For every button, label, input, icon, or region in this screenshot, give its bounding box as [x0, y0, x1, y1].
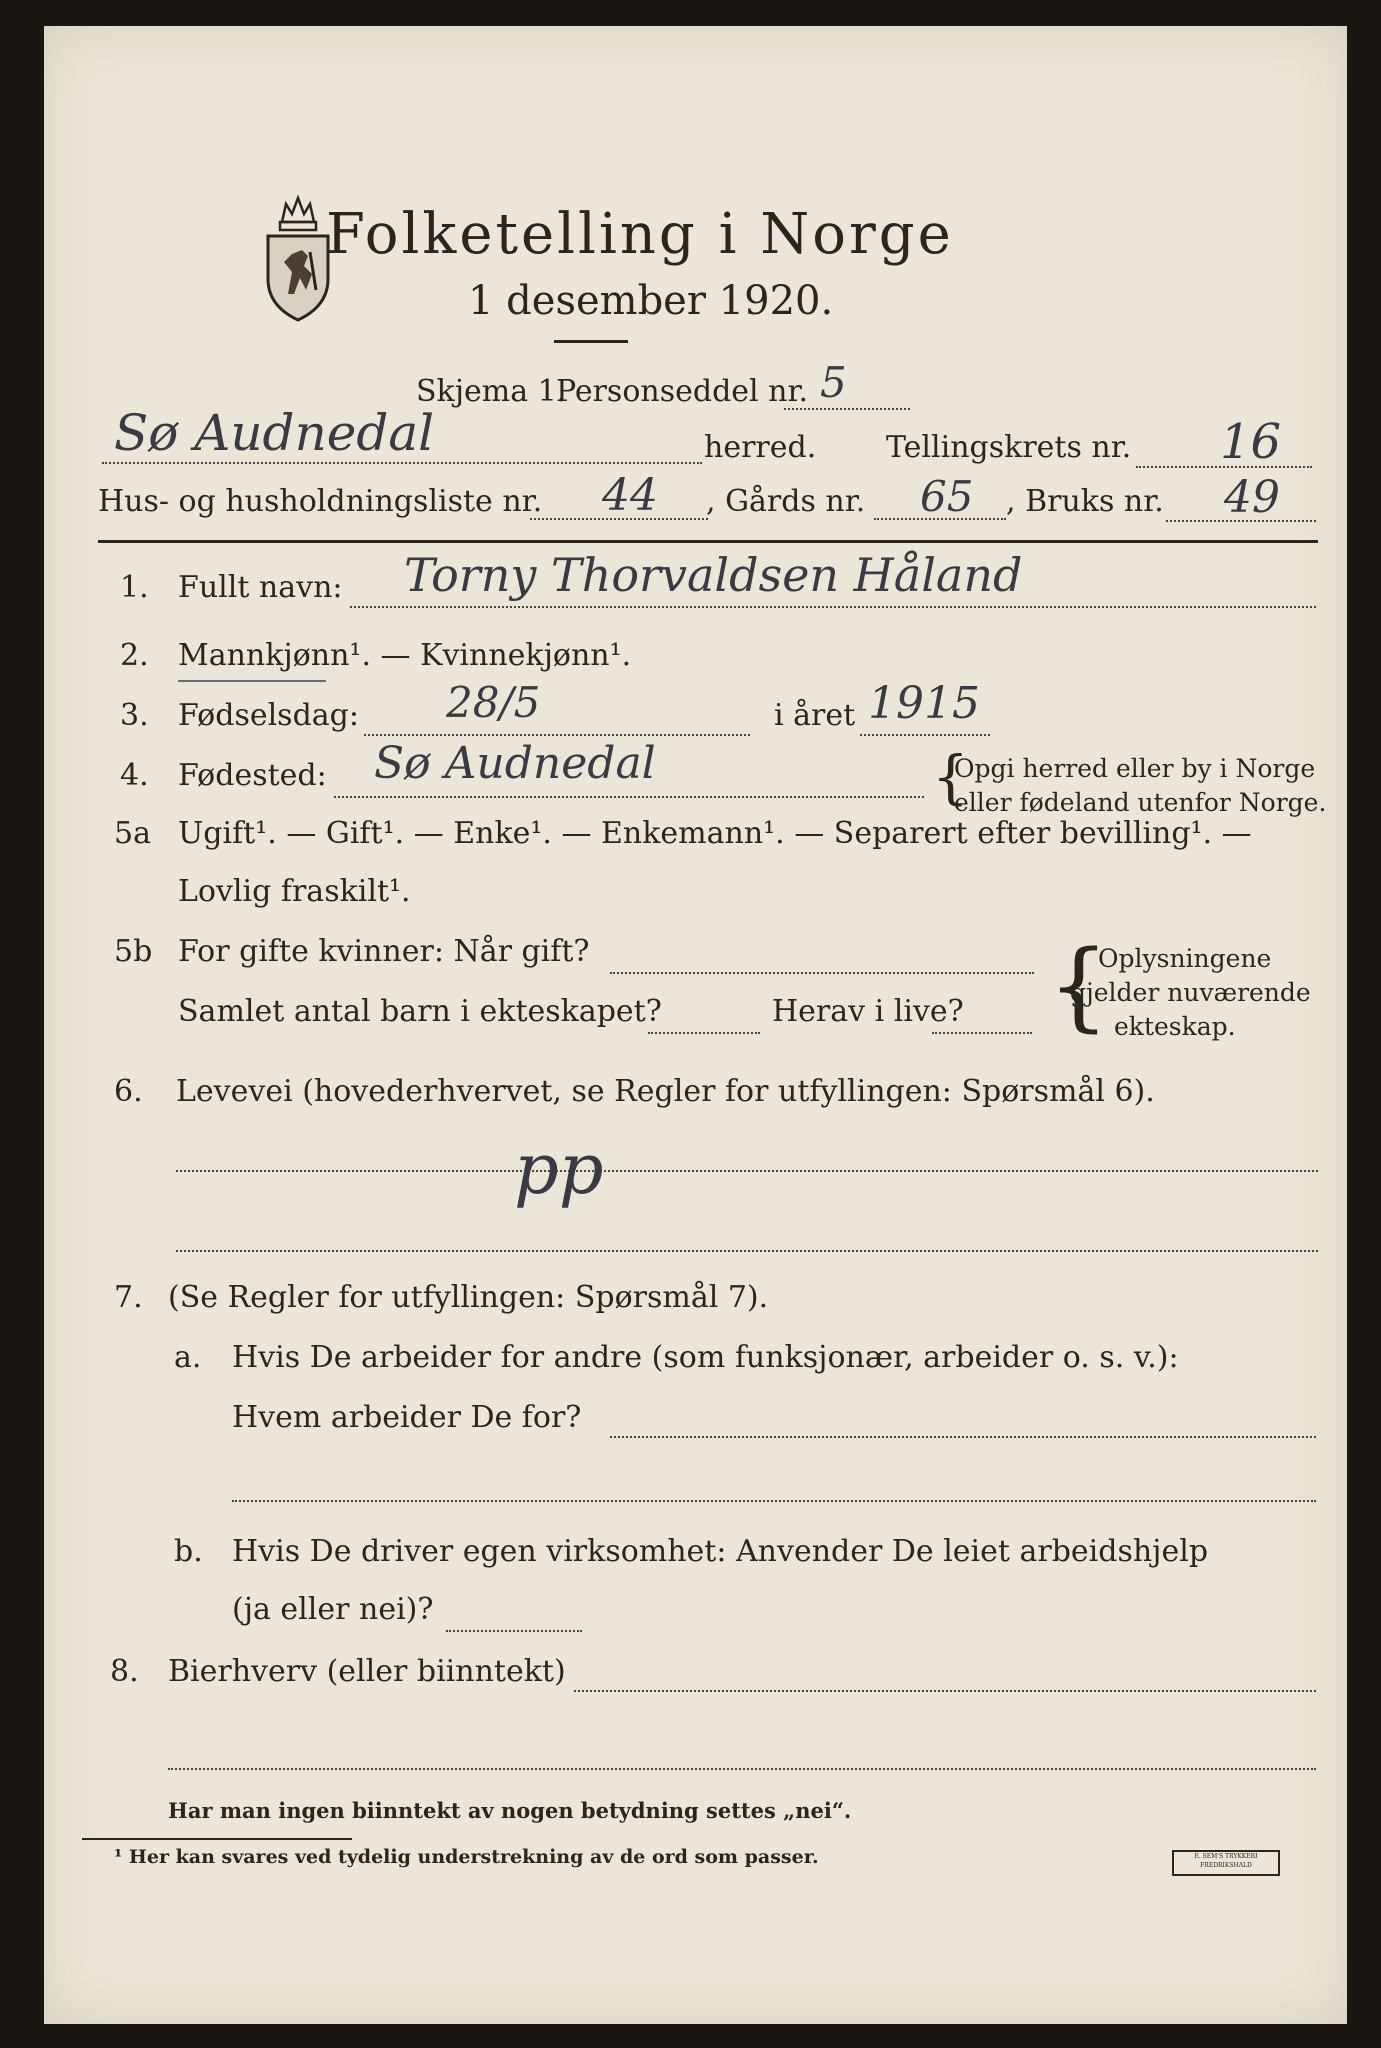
q8-label: Bierhverv (eller biinntekt)	[168, 1654, 566, 1689]
herred-value: Sø Audnedal	[114, 404, 435, 462]
printer-stamp-text: E. SEM'S TRYKKERI FREDRIKSHALD	[1194, 1853, 1258, 1869]
q3-year-value: 1915	[868, 678, 980, 729]
q7b-line	[446, 1630, 582, 1632]
q6-value: pp	[514, 1128, 604, 1210]
bruks-label: , Bruks nr.	[1006, 484, 1164, 519]
q7b-label: Hvis De driver egen virksomhet: Anvender De leiet arbeidshjelp	[232, 1534, 1209, 1569]
q5b-note-3: ekteskap.	[1114, 1012, 1236, 1041]
q1-label: Fullt navn:	[178, 570, 343, 605]
q5b-alive-line	[932, 1032, 1032, 1034]
q7a-number: a.	[174, 1340, 202, 1375]
q8-line-2	[168, 1768, 1316, 1770]
herred-line	[102, 462, 702, 464]
q4-number: 4.	[120, 758, 149, 793]
q7b-label-2: (ja eller nei)?	[232, 1592, 434, 1627]
q1-line	[350, 606, 1316, 608]
q5a-label-2: Lovlig fraskilt¹.	[178, 874, 411, 909]
q4-label: Fødested:	[178, 758, 327, 793]
bruks-value: 49	[1224, 472, 1280, 523]
printer-stamp	[1172, 1850, 1280, 1876]
personseddel-value: 5	[820, 358, 847, 407]
q5b-label-3: Herav i live?	[772, 994, 964, 1029]
q4-line	[334, 796, 924, 798]
q2-number: 2.	[120, 638, 149, 673]
q7a-line-1	[610, 1436, 1316, 1438]
q3-line	[364, 734, 750, 736]
gaards-label: , Gårds nr.	[706, 484, 866, 519]
q5b-label-2: Samlet antal barn i ekteskapet?	[178, 994, 662, 1029]
footer-note: Har man ingen biinntekt av nogen betydning settes „nei“.	[168, 1798, 852, 1823]
q5b-brace: {	[1048, 930, 1110, 1042]
husholdningsliste-label: Hus- og husholdningsliste nr.	[98, 484, 543, 519]
q4-brace: {	[932, 743, 969, 811]
q4-note-1: Opgi herred eller by i Norge	[954, 754, 1316, 783]
q6-line-2	[176, 1250, 1318, 1252]
footnote: ¹ Her kan svares ved tydelig understrekning av de ord som passer.	[114, 1846, 819, 1868]
form-title: Folketelling i Norge	[326, 202, 954, 267]
q5b-children-line	[648, 1032, 760, 1034]
q8-line-1	[574, 1690, 1316, 1692]
q1-value: Torny Thorvaldsen Håland	[404, 548, 1023, 602]
q7-label: (Se Regler for utfyllingen: Spørsmål 7).	[168, 1280, 769, 1315]
gaards-value: 65	[920, 472, 974, 521]
personseddel-line	[784, 408, 910, 410]
q5b-number: 5b	[114, 934, 153, 969]
q4-value: Sø Audnedal	[374, 738, 656, 789]
q5a-number: 5a	[114, 816, 151, 851]
herred-label: herred.	[704, 430, 817, 465]
footnote-divider	[82, 1838, 352, 1840]
skjema-label: Skjema 1.	[416, 374, 567, 409]
q3-year-line	[860, 734, 990, 736]
q6-label: Levevei (hovederhvervet, se Regler for utfyllingen: Spørsmål 6).	[176, 1074, 1155, 1109]
q3-number: 3.	[120, 698, 149, 733]
q2-underline	[178, 680, 326, 682]
q7b-number: b.	[174, 1534, 203, 1569]
q6-line-1	[176, 1170, 1318, 1172]
q7a-label: Hvis De arbeider for andre (som funksjonær, arbeider o. s. v.):	[232, 1340, 1179, 1375]
q5b-when-line	[610, 972, 1034, 974]
norway-coat-of-arms-icon	[262, 194, 334, 324]
q5b-label: For gifte kvinner: Når gift?	[178, 934, 590, 969]
husholdningsliste-value: 44	[602, 470, 658, 521]
q7a-label-2: Hvem arbeider De for?	[232, 1400, 582, 1435]
q1-number: 1.	[120, 570, 149, 605]
q5b-note-2: gjelder nuværende	[1070, 978, 1311, 1007]
form-date: 1 desember 1920.	[468, 278, 834, 324]
q4-note-2: eller fødeland utenfor Norge.	[954, 788, 1327, 817]
personseddel-label: Personseddel nr.	[556, 374, 809, 409]
q6-number: 6.	[114, 1074, 143, 1109]
q3-value: 28/5	[446, 678, 541, 727]
tellingskrets-label: Tellingskrets nr.	[886, 430, 1132, 465]
q7a-line-2	[232, 1500, 1316, 1502]
header-divider	[98, 540, 1318, 543]
q5b-note-1: Oplysningene	[1098, 944, 1272, 973]
q5a-label: Ugift¹. — Gift¹. — Enke¹. — Enkemann¹. — Separert efter bevilling¹. —	[178, 816, 1252, 851]
q3-year-label: i året	[774, 698, 856, 733]
q3-label: Fødselsdag:	[178, 698, 359, 733]
census-form	[44, 26, 1347, 2024]
q2-label: Mannkjønn¹. — Kvinnekjønn¹.	[178, 638, 632, 673]
q7-number: 7.	[114, 1280, 143, 1315]
title-divider	[554, 340, 628, 343]
tellingskrets-value: 16	[1220, 414, 1282, 470]
q8-number: 8.	[110, 1654, 139, 1689]
